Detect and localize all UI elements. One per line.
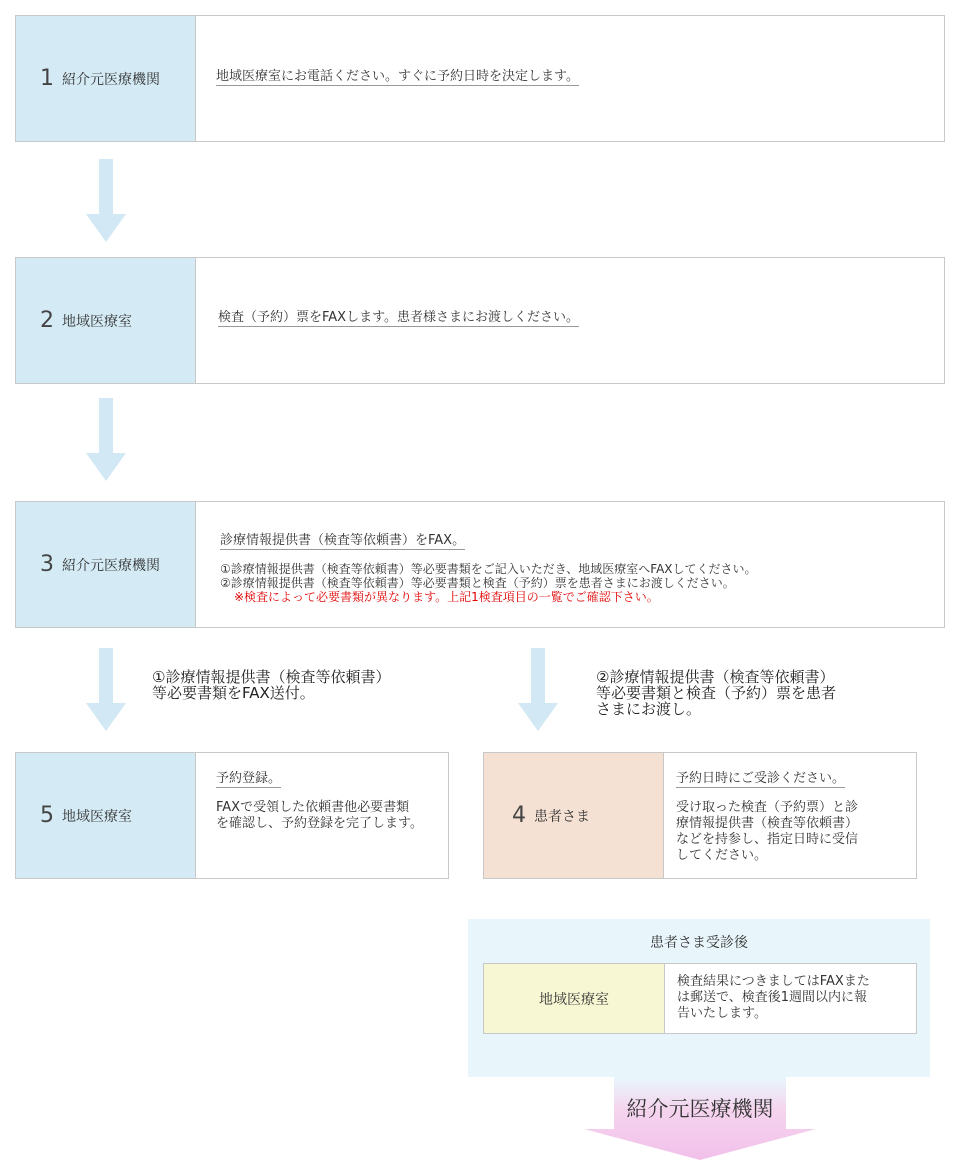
step-1-body: [196, 16, 944, 141]
step-3-note-1: ①診療情報提供書（検査等依頼書）等必要書類をご記入いただき、地域医療室へFAXしてください。: [220, 562, 757, 576]
post-visit-body: [665, 964, 870, 1033]
step-3-number: 3: [40, 551, 54, 577]
step-2-actor: 地域医療室: [62, 313, 132, 330]
post-visit-panel: [468, 919, 930, 1077]
step-5-row: [15, 752, 449, 879]
step-4-line-2: 療情報提供書（検査等依頼書）: [676, 816, 859, 831]
step-4-number: 4: [512, 802, 526, 828]
branch-left-line-1: ①診療情報提供書（検査等依頼書）: [152, 668, 391, 686]
branch-left-description: [152, 669, 390, 701]
post-visit-title: 患者さま受診後: [650, 935, 748, 951]
branch-right-line-3: さまにお渡し。: [596, 700, 702, 718]
branch-right-line-2: 等必要書類と検査（予約）票を患者: [596, 684, 837, 702]
step-3-body: [196, 502, 944, 627]
step-3-label-cell: [16, 502, 196, 627]
step-1-text: 地域医療室にお電話ください。すぐに予約日時を決定します。: [216, 65, 579, 86]
branch-right-description: [596, 669, 836, 717]
branch-right-line-1: ②診療情報提供書（検査等依頼書）: [596, 668, 835, 686]
step-4-row: [483, 752, 917, 879]
step-5-line-2: を確認し、予約登録を完了します。: [216, 816, 423, 831]
step-5-number: 5: [40, 802, 54, 828]
step-4-label-cell: [484, 753, 664, 878]
step-1-actor: 紹介元医療機関: [62, 71, 160, 88]
arrow-down-icon: [86, 159, 126, 242]
step-3-actor: 紹介元医療機関: [62, 557, 160, 574]
step-4-actor: 患者さま: [534, 808, 590, 825]
arrow-down-icon: [518, 648, 558, 731]
post-visit-line-3: 告いたします。: [677, 1006, 767, 1021]
step-2-number: 2: [40, 307, 54, 333]
step-4-body: [664, 753, 916, 878]
step-5-heading: 予約登録。: [216, 767, 281, 788]
step-2-row: [15, 257, 945, 384]
step-2-body: [196, 258, 944, 383]
arrow-down-icon: [86, 398, 126, 481]
step-2-text: 検査（予約）票をFAXします。患者様さまにお渡しください。: [218, 306, 579, 327]
post-visit-actor: 地域医療室: [539, 991, 609, 1008]
step-5-label-cell: [16, 753, 196, 878]
step-5-actor: 地域医療室: [62, 808, 132, 825]
step-5-body: [196, 753, 448, 878]
post-visit-row: [483, 963, 917, 1034]
post-visit-label-cell: [484, 964, 665, 1033]
branch-left-line-2: 等必要書類をFAX送付。: [152, 684, 315, 702]
step-4-line-1: 受け取った検査（予約票）と診: [676, 800, 859, 815]
step-3-warning: ※検査によって必要書類が異なります。上記1検査項目の一覧でご確認下さい。: [234, 590, 659, 604]
step-4-heading: 予約日時にご受診ください。: [676, 767, 845, 788]
step-2-label-cell: [16, 258, 196, 383]
post-visit-line-2: は郵送で、検査後1週間以内に報: [677, 990, 868, 1005]
post-visit-line-1: 検査結果につきましてはFAXまた: [677, 974, 870, 989]
step-4-line-4: してください。: [676, 848, 768, 863]
step-5-line-1: FAXで受領した依頼書他必要書類: [216, 800, 410, 815]
step-1-number: 1: [40, 65, 54, 91]
step-3-row: [15, 501, 945, 628]
arrow-down-icon: [86, 648, 126, 731]
step-3-heading: 診療情報提供書（検査等依頼書）をFAX。: [220, 529, 465, 550]
step-1-label-cell: [16, 16, 196, 141]
step-1-row: [15, 15, 945, 142]
step-3-note-2: ②診療情報提供書（検査等依頼書）等必要書類と検査（予約）票を患者さまにお渡しください。: [220, 576, 735, 590]
step-4-line-3: などを持参し、指定日時に受信: [676, 832, 859, 847]
final-destination-label: 紹介元医療機関: [626, 1097, 774, 1121]
